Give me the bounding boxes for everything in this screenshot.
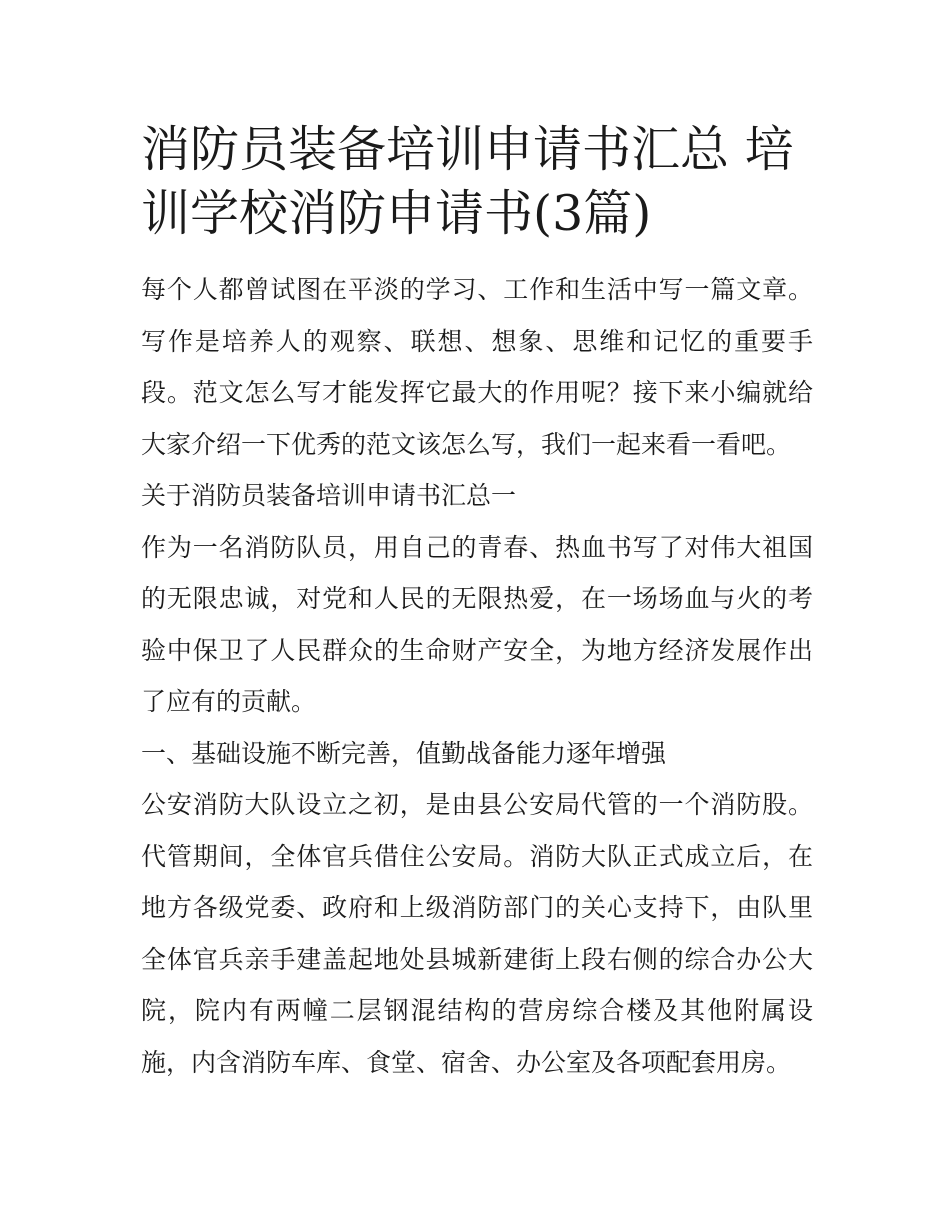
body-paragraph: 作为一名消防队员，用自己的青春、热血书写了对伟大祖国的无限忠诚，对党和人民的无限热爱，在一场场血与火的考验中保卫了人民群众的生命财产安全，为地方经济发展作出了应有的贡献。	[141, 532, 813, 716]
section-heading: 关于消防员装备培训申请书汇总一	[141, 481, 517, 510]
document-title: 消防员装备培训申请书汇总 培训学校消防申请书(3篇)	[141, 121, 794, 242]
intro-paragraph: 每个人都曾试图在平淡的学习、工作和生活中写一篇文章。写作是培养人的观察、联想、想象、思维和记忆的重要手段。范文怎么写才能发挥它最大的作用呢？接下来小编就给大家介绍一下优秀的范文该怎么写，我们一起来看一看吧。	[141, 275, 813, 459]
document-content	[141, 118, 813, 1088]
body-paragraph: 公安消防大队设立之初，是由县公安局代管的一个消防股。代管期间，全体官兵借住公安局。消防大队正式成立后，在地方各级党委、政府和上级消防部门的关心支持下，由队里全体官兵亲手建盖起地处县城新建街上段右侧的综合办公大院，院内有两幢二层钢混结构的营房综合楼及其他附属设施，内含消防车库、食堂、宿舍、办公室及各项配套用房。	[141, 790, 813, 1077]
subsection-heading: 一、基础设施不断完善，值勤战备能力逐年增强	[141, 738, 667, 768]
